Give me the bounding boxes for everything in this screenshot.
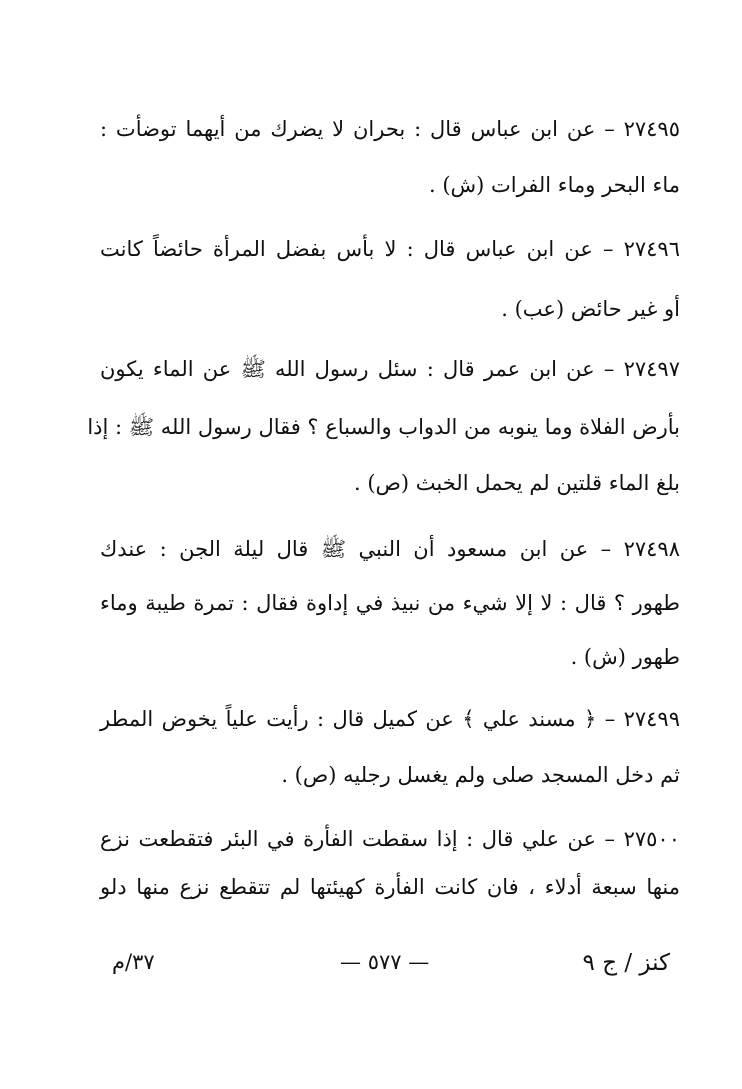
entry-27498-line-1: ٢٧٤٩٨ – عن ابن مسعود أن النبي ﷺ قال ليلة الجن : عندك [100,537,680,561]
volume-label: كنز / ج ٩ [582,950,670,976]
signature-mark: ٣٧/م [112,950,155,974]
entry-27496-line-1: ٢٧٤٩٦ – عن ابن عباس قال : لا بأس بفضل المرأة حائضاً كانت [100,237,680,261]
entry-27495-line-1: ٢٧٤٩٥ – عن ابن عباس قال : بحران لا يضرك من أيهما توضأت : [100,117,680,141]
entry-27497-line-1: ٢٧٤٩٧ – عن ابن عمر قال : سئل رسول الله ﷺ عن الماء يكون [100,357,680,381]
entry-27498-line-3: طهور (ش) . [570,645,680,669]
page-footer [0,950,742,990]
entry-27497-line-3: بلغ الماء قلتين لم يحمل الخبث (ص) . [353,471,680,495]
entry-27495-line-2: ماء البحر وماء الفرات (ش) . [428,173,680,197]
entry-27500-line-2: منها سبعة أدلاء ، فان كانت الفأرة كهيئتها لم تتقطع نزع منها دلو [100,875,680,899]
page-number: — ٥٧٧ — [340,950,430,974]
entry-27500-line-1: ٢٧٥٠٠ – عن علي قال : إذا سقطت الفأرة في البئر فتقطعت نزع [100,827,680,851]
entry-27499-line-2: ثم دخل المسجد صلى ولم يغسل رجليه (ص) . [281,763,680,787]
entry-27498-line-2: طهور ؟ قال : لا إلا شيء من نبيذ في إداوة فقال : تمرة طيبة وماء [100,591,680,615]
entry-27497-line-2: بأرض الفلاة وما ينوبه من الدواب والسباع ؟ فقال رسول الله ﷺ : إذا [87,415,680,439]
entry-27496-line-2: أو غير حائض (عب) . [501,297,680,321]
entry-27499-line-1: ٢٧٤٩٩ – ﴿ مسند علي ﴾ عن كميل قال : رأيت علياً يخوض المطر [100,707,680,731]
